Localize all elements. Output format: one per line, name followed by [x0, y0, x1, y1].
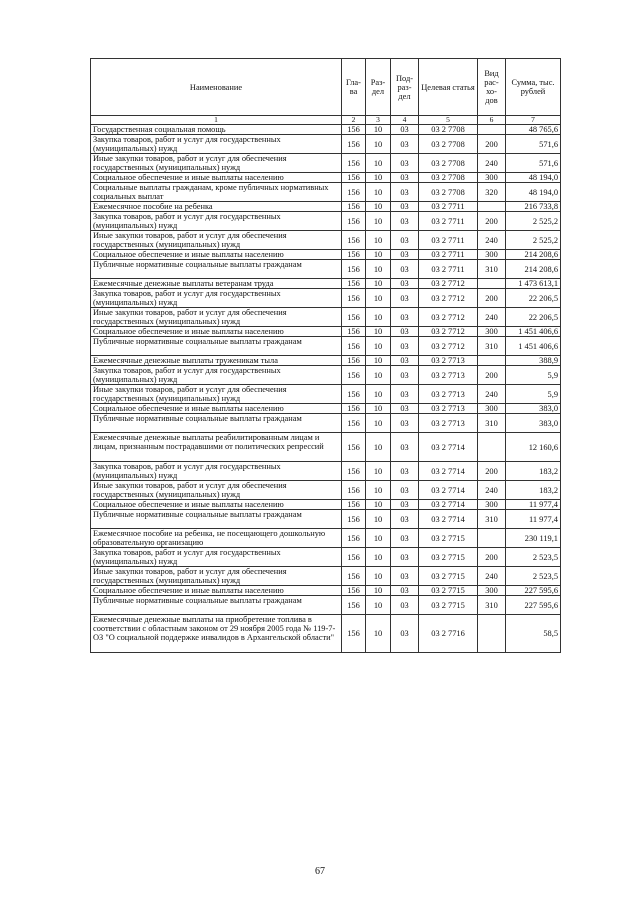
table-row [91, 250, 561, 260]
row-expense-type [478, 125, 506, 135]
row-razdel: 10 [366, 356, 391, 366]
row-expense-type: 240 [478, 308, 506, 327]
column-number: 6 [478, 116, 506, 125]
row-glava: 156 [342, 173, 366, 183]
row-name: Закупка товаров, работ и услуг для государственных (муниципальных) нужд [91, 289, 342, 308]
row-sum: 2 525,2 [506, 231, 561, 250]
row-expense-type: 240 [478, 231, 506, 250]
table-row [91, 586, 561, 596]
row-glava: 156 [342, 414, 366, 433]
row-razdel: 10 [366, 433, 391, 462]
row-glava: 156 [342, 510, 366, 529]
row-target-article: 03 2 7713 [419, 356, 478, 366]
row-name: Социальное обеспечение и иные выплаты населению [91, 173, 342, 183]
row-target-article: 03 2 7713 [419, 385, 478, 404]
row-expense-type: 200 [478, 548, 506, 567]
row-name: Закупка товаров, работ и услуг для государственных (муниципальных) нужд [91, 548, 342, 567]
row-podrazdel: 03 [391, 337, 419, 356]
row-podrazdel: 03 [391, 586, 419, 596]
row-razdel: 10 [366, 337, 391, 356]
header-sum: Сумма, тыс. рублей [506, 59, 561, 116]
row-sum: 383,0 [506, 404, 561, 414]
row-target-article: 03 2 7708 [419, 154, 478, 173]
row-podrazdel: 03 [391, 500, 419, 510]
row-name: Иные закупки товаров, работ и услуг для обеспечения государственных (муниципальных) нужд [91, 154, 342, 173]
row-name: Закупка товаров, работ и услуг для государственных (муниципальных) нужд [91, 212, 342, 231]
row-name: Иные закупки товаров, работ и услуг для обеспечения государственных (муниципальных) нужд [91, 385, 342, 404]
row-name: Иные закупки товаров, работ и услуг для обеспечения государственных (муниципальных) нужд [91, 481, 342, 500]
header-target-article: Целевая статья [419, 59, 478, 116]
row-target-article: 03 2 7713 [419, 404, 478, 414]
header-razdel: Раз-дел [366, 59, 391, 116]
table-row [91, 289, 561, 308]
row-name: Публичные нормативные социальные выплаты гражданам [91, 414, 342, 433]
row-target-article: 03 2 7715 [419, 548, 478, 567]
row-podrazdel: 03 [391, 433, 419, 462]
row-target-article: 03 2 7713 [419, 366, 478, 385]
row-sum: 48 194,0 [506, 173, 561, 183]
table-row [91, 173, 561, 183]
row-expense-type [478, 356, 506, 366]
row-sum: 383,0 [506, 414, 561, 433]
row-podrazdel: 03 [391, 567, 419, 586]
row-expense-type: 300 [478, 404, 506, 414]
table-row [91, 135, 561, 154]
row-target-article: 03 2 7711 [419, 212, 478, 231]
row-razdel: 10 [366, 183, 391, 202]
table-row [91, 500, 561, 510]
row-podrazdel: 03 [391, 510, 419, 529]
row-sum: 11 977,4 [506, 510, 561, 529]
table-row [91, 615, 561, 653]
row-expense-type: 300 [478, 250, 506, 260]
row-sum: 1 473 613,1 [506, 279, 561, 289]
row-target-article: 03 2 7711 [419, 202, 478, 212]
row-name: Закупка товаров, работ и услуг для государственных (муниципальных) нужд [91, 462, 342, 481]
row-expense-type: 200 [478, 135, 506, 154]
row-expense-type: 240 [478, 567, 506, 586]
row-podrazdel: 03 [391, 596, 419, 615]
table-row [91, 327, 561, 337]
row-name: Публичные нормативные социальные выплаты гражданам [91, 337, 342, 356]
row-glava: 156 [342, 615, 366, 653]
row-expense-type: 310 [478, 510, 506, 529]
row-target-article: 03 2 7715 [419, 529, 478, 548]
row-sum: 22 206,5 [506, 308, 561, 327]
row-target-article: 03 2 7711 [419, 260, 478, 279]
row-target-article: 03 2 7713 [419, 414, 478, 433]
row-glava: 156 [342, 212, 366, 231]
row-razdel: 10 [366, 481, 391, 500]
column-number: 3 [366, 116, 391, 125]
table-body [91, 125, 561, 653]
row-glava: 156 [342, 462, 366, 481]
row-razdel: 10 [366, 279, 391, 289]
row-sum: 58,5 [506, 615, 561, 653]
row-name: Ежемесячные денежные выплаты реабилитированным лицам и лицам, признанным пострадавшими от политических репрессий [91, 433, 342, 462]
row-name: Государственная социальная помощь [91, 125, 342, 135]
row-glava: 156 [342, 327, 366, 337]
row-target-article: 03 2 7712 [419, 308, 478, 327]
row-name: Ежемесячные денежные выплаты на приобретение топлива в соответствии с областным законом от 29 ноября 2005 года № 119-7-ОЗ "О социальной поддержке инвалидов в Архангельской области" [91, 615, 342, 653]
row-podrazdel: 03 [391, 366, 419, 385]
row-name: Социальное обеспечение и иные выплаты населению [91, 586, 342, 596]
row-razdel: 10 [366, 366, 391, 385]
row-glava: 156 [342, 548, 366, 567]
row-razdel: 10 [366, 125, 391, 135]
row-podrazdel: 03 [391, 183, 419, 202]
column-number: 2 [342, 116, 366, 125]
table-row [91, 567, 561, 586]
header-row [91, 59, 561, 116]
header-name: Наименование [91, 59, 342, 116]
row-sum: 48 194,0 [506, 183, 561, 202]
row-podrazdel: 03 [391, 231, 419, 250]
row-razdel: 10 [366, 548, 391, 567]
row-glava: 156 [342, 596, 366, 615]
row-name: Закупка товаров, работ и услуг для государственных (муниципальных) нужд [91, 135, 342, 154]
row-name: Публичные нормативные социальные выплаты гражданам [91, 596, 342, 615]
row-name: Иные закупки товаров, работ и услуг для обеспечения государственных (муниципальных) нужд [91, 567, 342, 586]
row-razdel: 10 [366, 567, 391, 586]
table-row [91, 433, 561, 462]
row-expense-type: 200 [478, 212, 506, 231]
row-name: Ежемесячные денежные выплаты труженикам тыла [91, 356, 342, 366]
table-row [91, 308, 561, 327]
row-razdel: 10 [366, 250, 391, 260]
row-razdel: 10 [366, 500, 391, 510]
row-razdel: 10 [366, 202, 391, 212]
table-row [91, 366, 561, 385]
column-number: 5 [419, 116, 478, 125]
row-glava: 156 [342, 433, 366, 462]
row-glava: 156 [342, 385, 366, 404]
row-podrazdel: 03 [391, 135, 419, 154]
column-number: 7 [506, 116, 561, 125]
row-expense-type: 200 [478, 462, 506, 481]
row-name: Публичные нормативные социальные выплаты гражданам [91, 510, 342, 529]
row-target-article: 03 2 7711 [419, 231, 478, 250]
row-name: Ежемесячное пособие на ребенка [91, 202, 342, 212]
row-expense-type: 320 [478, 183, 506, 202]
row-expense-type [478, 615, 506, 653]
row-expense-type: 310 [478, 414, 506, 433]
row-podrazdel: 03 [391, 173, 419, 183]
row-sum: 183,2 [506, 481, 561, 500]
column-number: 4 [391, 116, 419, 125]
row-razdel: 10 [366, 414, 391, 433]
row-expense-type: 310 [478, 337, 506, 356]
row-expense-type: 300 [478, 327, 506, 337]
row-glava: 156 [342, 366, 366, 385]
row-sum: 230 119,1 [506, 529, 561, 548]
row-name: Социальное обеспечение и иные выплаты населению [91, 327, 342, 337]
table-row [91, 414, 561, 433]
row-expense-type: 200 [478, 289, 506, 308]
row-glava: 156 [342, 529, 366, 548]
row-target-article: 03 2 7714 [419, 481, 478, 500]
row-razdel: 10 [366, 289, 391, 308]
row-razdel: 10 [366, 510, 391, 529]
row-razdel: 10 [366, 586, 391, 596]
row-podrazdel: 03 [391, 289, 419, 308]
row-target-article: 03 2 7715 [419, 567, 478, 586]
row-sum: 571,6 [506, 135, 561, 154]
row-podrazdel: 03 [391, 385, 419, 404]
row-glava: 156 [342, 586, 366, 596]
row-sum: 11 977,4 [506, 500, 561, 510]
table-row [91, 385, 561, 404]
table-row [91, 356, 561, 366]
row-razdel: 10 [366, 327, 391, 337]
row-expense-type [478, 202, 506, 212]
row-expense-type: 310 [478, 260, 506, 279]
row-podrazdel: 03 [391, 279, 419, 289]
row-target-article: 03 2 7714 [419, 500, 478, 510]
row-podrazdel: 03 [391, 125, 419, 135]
row-sum: 388,9 [506, 356, 561, 366]
column-number-row [91, 116, 561, 125]
row-glava: 156 [342, 567, 366, 586]
row-sum: 2 525,2 [506, 212, 561, 231]
row-sum: 2 523,5 [506, 567, 561, 586]
row-glava: 156 [342, 337, 366, 356]
row-name: Социальное обеспечение и иные выплаты населению [91, 500, 342, 510]
row-glava: 156 [342, 125, 366, 135]
row-target-article: 03 2 7715 [419, 596, 478, 615]
row-razdel: 10 [366, 154, 391, 173]
row-podrazdel: 03 [391, 154, 419, 173]
row-name: Социальные выплаты гражданам, кроме публичных нормативных социальных выплат [91, 183, 342, 202]
table-row [91, 337, 561, 356]
row-razdel: 10 [366, 260, 391, 279]
row-podrazdel: 03 [391, 529, 419, 548]
row-sum: 2 523,5 [506, 548, 561, 567]
row-podrazdel: 03 [391, 250, 419, 260]
row-glava: 156 [342, 183, 366, 202]
row-target-article: 03 2 7708 [419, 183, 478, 202]
row-sum: 183,2 [506, 462, 561, 481]
row-name: Закупка товаров, работ и услуг для государственных (муниципальных) нужд [91, 366, 342, 385]
row-podrazdel: 03 [391, 327, 419, 337]
table-row [91, 481, 561, 500]
table-row [91, 548, 561, 567]
row-razdel: 10 [366, 404, 391, 414]
row-glava: 156 [342, 308, 366, 327]
row-glava: 156 [342, 356, 366, 366]
table-row [91, 202, 561, 212]
row-razdel: 10 [366, 385, 391, 404]
row-expense-type [478, 279, 506, 289]
row-expense-type: 200 [478, 366, 506, 385]
table-row [91, 510, 561, 529]
row-target-article: 03 2 7708 [419, 125, 478, 135]
row-glava: 156 [342, 231, 366, 250]
row-glava: 156 [342, 154, 366, 173]
table-row [91, 279, 561, 289]
row-expense-type: 240 [478, 481, 506, 500]
row-expense-type [478, 529, 506, 548]
row-target-article: 03 2 7714 [419, 510, 478, 529]
table-row [91, 529, 561, 548]
row-razdel: 10 [366, 135, 391, 154]
row-sum: 571,6 [506, 154, 561, 173]
row-name: Социальное обеспечение и иные выплаты населению [91, 404, 342, 414]
row-podrazdel: 03 [391, 356, 419, 366]
row-glava: 156 [342, 279, 366, 289]
row-glava: 156 [342, 481, 366, 500]
row-sum: 216 733,8 [506, 202, 561, 212]
row-razdel: 10 [366, 596, 391, 615]
page-number: 67 [315, 866, 325, 877]
row-glava: 156 [342, 260, 366, 279]
row-target-article: 03 2 7714 [419, 462, 478, 481]
row-sum: 22 206,5 [506, 289, 561, 308]
row-razdel: 10 [366, 212, 391, 231]
row-name: Иные закупки товаров, работ и услуг для обеспечения государственных (муниципальных) нужд [91, 308, 342, 327]
row-target-article: 03 2 7708 [419, 173, 478, 183]
table-row [91, 125, 561, 135]
row-name: Публичные нормативные социальные выплаты гражданам [91, 260, 342, 279]
row-sum: 1 451 406,6 [506, 337, 561, 356]
row-podrazdel: 03 [391, 548, 419, 567]
row-sum: 227 595,6 [506, 586, 561, 596]
row-target-article: 03 2 7716 [419, 615, 478, 653]
table-row [91, 462, 561, 481]
row-name: Ежемесячное пособие на ребенка, не посещающего дошкольную образовательную организацию [91, 529, 342, 548]
row-podrazdel: 03 [391, 202, 419, 212]
budget-table [90, 58, 561, 653]
row-podrazdel: 03 [391, 212, 419, 231]
row-podrazdel: 03 [391, 462, 419, 481]
row-podrazdel: 03 [391, 615, 419, 653]
table-row [91, 212, 561, 231]
table-row [91, 154, 561, 173]
row-glava: 156 [342, 135, 366, 154]
row-glava: 156 [342, 250, 366, 260]
row-name: Социальное обеспечение и иные выплаты населению [91, 250, 342, 260]
row-target-article: 03 2 7712 [419, 279, 478, 289]
row-glava: 156 [342, 404, 366, 414]
row-podrazdel: 03 [391, 414, 419, 433]
row-expense-type [478, 433, 506, 462]
row-sum: 5,9 [506, 385, 561, 404]
row-target-article: 03 2 7711 [419, 250, 478, 260]
table-row [91, 260, 561, 279]
row-expense-type: 300 [478, 500, 506, 510]
row-glava: 156 [342, 500, 366, 510]
table-row [91, 231, 561, 250]
row-name: Ежемесячные денежные выплаты ветеранам труда [91, 279, 342, 289]
table-row [91, 404, 561, 414]
row-glava: 156 [342, 202, 366, 212]
row-target-article: 03 2 7708 [419, 135, 478, 154]
table-row [91, 596, 561, 615]
row-target-article: 03 2 7715 [419, 586, 478, 596]
row-podrazdel: 03 [391, 404, 419, 414]
row-target-article: 03 2 7712 [419, 289, 478, 308]
row-podrazdel: 03 [391, 260, 419, 279]
row-target-article: 03 2 7712 [419, 327, 478, 337]
row-podrazdel: 03 [391, 481, 419, 500]
row-name: Иные закупки товаров, работ и услуг для обеспечения государственных (муниципальных) нужд [91, 231, 342, 250]
column-number: 1 [91, 116, 342, 125]
row-razdel: 10 [366, 529, 391, 548]
row-sum: 214 208,6 [506, 260, 561, 279]
row-razdel: 10 [366, 615, 391, 653]
row-podrazdel: 03 [391, 308, 419, 327]
table-row [91, 183, 561, 202]
row-expense-type: 310 [478, 596, 506, 615]
row-target-article: 03 2 7714 [419, 433, 478, 462]
row-expense-type: 300 [478, 173, 506, 183]
row-sum: 227 595,6 [506, 596, 561, 615]
row-sum: 214 208,6 [506, 250, 561, 260]
row-expense-type: 300 [478, 586, 506, 596]
header-glava: Гла-ва [342, 59, 366, 116]
row-sum: 48 765,6 [506, 125, 561, 135]
row-target-article: 03 2 7712 [419, 337, 478, 356]
row-razdel: 10 [366, 308, 391, 327]
row-razdel: 10 [366, 173, 391, 183]
header-expense-type: Вид рас-хо-дов [478, 59, 506, 116]
header-podrazdel: Под-раз-дел [391, 59, 419, 116]
row-expense-type: 240 [478, 154, 506, 173]
row-sum: 5,9 [506, 366, 561, 385]
row-razdel: 10 [366, 231, 391, 250]
row-expense-type: 240 [478, 385, 506, 404]
row-sum: 12 160,6 [506, 433, 561, 462]
row-razdel: 10 [366, 462, 391, 481]
row-sum: 1 451 406,6 [506, 327, 561, 337]
row-glava: 156 [342, 289, 366, 308]
